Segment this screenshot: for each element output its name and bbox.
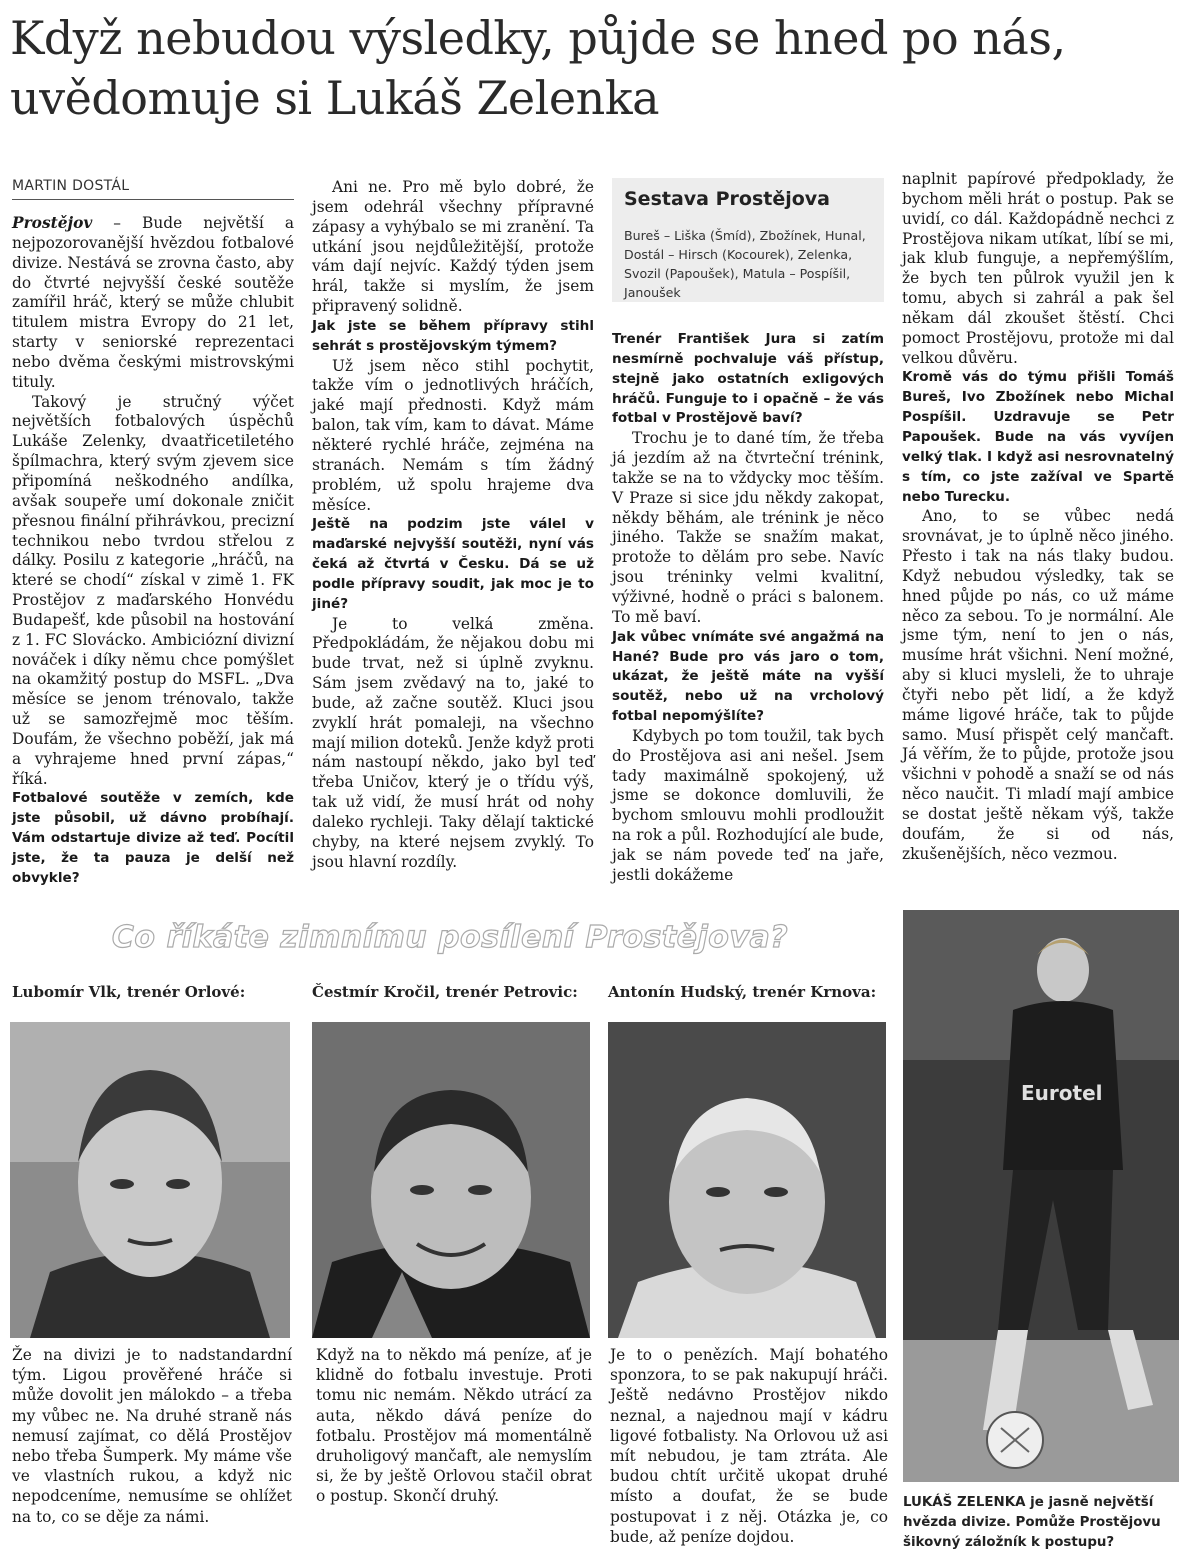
lineup-text: Bureš – Liška (Šmíd), Zbožínek, Hunal, Dostál – Hirsch (Kocourek), Zelenka, Svozil (Papoušek), Matula – Pospíšil, Janoušek — [624, 228, 866, 300]
lineup-title: Sestava Prostějova — [624, 188, 831, 210]
poll-person-name: Antonín Hudský, trenér Krnova: — [608, 983, 877, 1001]
headline: Když nebudou výsledky, půjde se hned po nás, uvědomuje si Lukáš Zelenka — [10, 11, 1066, 125]
question: Jak vůbec vnímáte své angažmá na Hané? Bude pro vás jaro o tom, ukázat, že ještě máte na vyšší soutěž, nebo už na vrcholový fotbal nepomýšlíte? — [612, 628, 884, 725]
byline-rule — [12, 199, 294, 200]
author-byline: MARTIN DOSTÁL — [12, 178, 130, 194]
paragraph: Takový je stručný výčet největších fotbalových úspěchů Lukáše Zelenky, dvaatřicetiletého špílmachra, který svým zjevem sice připomíná neškodného andílka, avšak soupeře umí dokonale zničit přesnou finální přihrávkou, precizní technikou nebo tvrdou střelou z dálky. Posilu z kategorie „hráčů, na které se chodí“ získal v zimě 1. FK Prostějov z maďarského Honvédu Budapešť, kde působil na hostování z 1. FC Slovácko. Ambiciózní divizní nováček i díky němu chce pomýšlet na okamžitý postup do MSFL. „Dva měsíce se jenom trénovalo, takže už se samozřejmě moc těším. Doufám, že všechno poběží, jak má a vyhrajeme hned první zápas,“ říká. — [12, 392, 294, 788]
poll-person-name: Lubomír Vlk, trenér Orlové: — [12, 983, 246, 1001]
portrait-illustration — [608, 1022, 886, 1338]
question: Ještě na podzim jste válel v maďarské nejvyšší soutěži, nyní vás čeká až čtvrtá v Česku. Dá se už podle přípravy soudit, jak moc je to jiné? — [312, 516, 594, 612]
article-column-2 — [312, 178, 594, 873]
portrait-photo — [608, 1022, 886, 1338]
poll-answer-2 — [316, 1345, 592, 1507]
question: Kromě vás do týmu přišli Tomáš Bureš, Ivo Zbožínek nebo Michal Pospíšil. Uzdravuje se Petr Papoušek. Bude na vás vyvíjen velký tlak. I když asi nesrovnatelný s tím, co jste zažíval ve Spartě nebo Turecku. — [902, 369, 1174, 505]
dateline: Prostějov — [12, 214, 93, 232]
article-column-1 — [12, 214, 294, 889]
question: Fotbalové soutěže v zemích, kde jste působil, už dávno probíhají. Vám odstartuje divize až teď. Pocítil jste, že ta pauza je delší než obvykle? — [12, 790, 294, 886]
portrait-illustration — [10, 1022, 290, 1338]
portrait-illustration — [312, 1022, 590, 1338]
lineup-box — [612, 178, 884, 302]
question: Jak jste se během přípravy stihl sehrát s prostějovským týmem? — [312, 317, 594, 354]
paragraph: Ani ne. Pro mě bylo dobré, že jsem odehrál všechny přípravné zápasy a vyhýbalo se mi zranění. Ta utkání jsou nejdůležitější, protože vám dají nejvíc. Každý týden jsem hrál, takže si myslím, že jsem připravený solidně. — [312, 178, 594, 316]
article-column-3 — [612, 330, 884, 886]
paragraph: Kdybych po tom toužil, tak bych do Prostějova asi ani nešel. Jsem tady maximálně spokojený, už jsme se dokonce domluvili, že bychom smlouvu mohli prodloužit na rok a půl. Rozhodující ale bude, jak se nám povede teď na jaře, jestli dokážeme — [612, 726, 884, 884]
player-photo — [903, 910, 1179, 1482]
caption-text: je jasně největší hvězda divize. Pomůže Prostějovu šikovný záložník k postupu? — [903, 1495, 1161, 1550]
paragraph: naplnit papírové předpoklady, že bychom měli hrát o postup. Pak se uvidí, co dál. Každopádně nechci z Prostějova nikam utíkat, líbí se mi, jak klub funguje, a nepřemýšlím, že bych ten půlrok využil jen k tomu, abych si zahrál a pak šel někam dál zkoušet štěstí. Chci pomoct Prostějovu, protože mi dal velkou důvěru. — [902, 170, 1174, 367]
paragraph: Trochu je to dané tím, že třeba já jezdím až na čtvrteční trénink, takže se na to vždycky moc těším. V Praze si sice jdu někdy zakopat, někdy běhám, ale trénink je něco jiného. Takže se snažím makat, protože to dělám pro sebe. Navíc jsou tréninky velmi kvalitní, výživné, hodně o práci s balonem. To mě baví. — [612, 429, 884, 626]
jersey-sponsor-text: Eurotel — [1021, 1081, 1103, 1105]
answer-text: Že na divizi je to nadstandardní tým. Ligou prověřené hráče si může dovolit jen málokdo – a třeba my vůbec ne. Na druhé straně nás nemusí zajímat, co dělá Prostějov nebo třeba Šumperk. My máme vše ve vlastních rukou, a když nic nepodceníme, nemusíme se ohlížet na to, co se děje za námi. — [12, 1346, 292, 1526]
portrait-photo — [10, 1022, 290, 1338]
lead-text: – Bude největší a nejpozorovanější hvězdou fotbalové divize. Nestává se zrovna často, aby do čtvrté nejvyšší české soutěže zamířil hráč, který se může chlubit titulem mistra Evropy do 21 let, starty v seniorské reprezentaci nebo dvěma českými mistrovskými tituly. — [12, 214, 294, 391]
photo-caption — [903, 1493, 1179, 1553]
question: Trenér František Jura si zatím nesmírně pochvaluje váš přístup, stejně jako ostatních exligových hráčů. Funguje to i opačně – že vás fotbal v Prostějově baví? — [612, 331, 884, 427]
answer-text: Když na to někdo má peníze, ať je klidně do fotbalu investuje. Proti tomu nic nemám. Někdo utrácí za auta, někdo dává peníze do fotbalu. Prostějov má momentálně druholigový mančaft, ale nemyslím si, že by ještě Orlovou stačil obrat o postup. Skončí druhý. — [316, 1346, 592, 1506]
player-illustration — [903, 910, 1179, 1482]
paragraph: Je to velká změna. Předpokládám, že nějakou dobu mi bude trvat, než si úplně zvyknu. Sám jsem zvědavý na to, jaké to bude, až začne soutěž. Kluci jsou zvyklí hrát pomaleji, na všechno mají milion doteků. Jenže když proti nám nastoupí někdo, jako byl teď třeba Uničov, který je o třídu výš, tak už vidí, že musí hrát od nohy daleko rychleji. Taky dělají taktické chyby, na které nejsem zvyklý. To jsou hlavní rozdíly. — [312, 614, 594, 871]
poll-answer-3 — [610, 1345, 888, 1547]
paragraph: Už jsem něco stihl pochytit, takže vím o jednotlivých hráčích, jaké mají přednosti. Když mám balon, tak vím, kam to dávat. Máme některé rychlé hráče, zejména na stranách. Nemám s tím žádný problém, už spolu hrajeme dva měsíce. — [312, 356, 594, 514]
poll-answer-1 — [12, 1345, 292, 1527]
paragraph: Ano, to se vůbec nedá srovnávat, je to úplně něco jiného. Přesto i tak na nás tlaky budou. Když nebudou výsledky, tak se hned půjde po nás, co už máme něco za sebou. To je normální. Ale jsme tým, není to jen o nás, musíme hrát všichni. Není možné, aby si kluci mysleli, že to uhraje čtyři nebo pět lidí, a že když máme ligové hráče, tak to půjde samo. Musí přispět celý mančaft. Já věřím, že to půjde, protože jsou všichni v pohodě a snaží se od nás něco naučit. Ti mladí mají ambice se dostat ještě někam výš, takže doufám, že si od nás, zkušenějších, něco vezmou. — [902, 507, 1174, 863]
caption-name: LUKÁŠ ZELENKA — [903, 1495, 1026, 1510]
poll-person-name: Čestmír Kročil, trenér Petrovic: — [312, 983, 578, 1001]
answer-text: Je to o penězích. Mají bohatého sponzora, to se pak nakupují hráči. Ještě nedávno Prostějov nikdo neznal, a najednou mají v kádru ligové fotbalisty. Na Orlovou už asi mít nebudou, je tam ztráta. Ale budou chtít určitě ukopat druhé místo a doufat, že se bude postupovat i z něj. Otázka je, co bude, až peníze dojdou. — [610, 1346, 888, 1546]
article-column-4 — [902, 170, 1174, 865]
portrait-photo — [312, 1022, 590, 1338]
poll-title: Co říkáte zimnímu posílení Prostějova? — [111, 920, 789, 955]
lead-paragraph — [12, 214, 294, 393]
